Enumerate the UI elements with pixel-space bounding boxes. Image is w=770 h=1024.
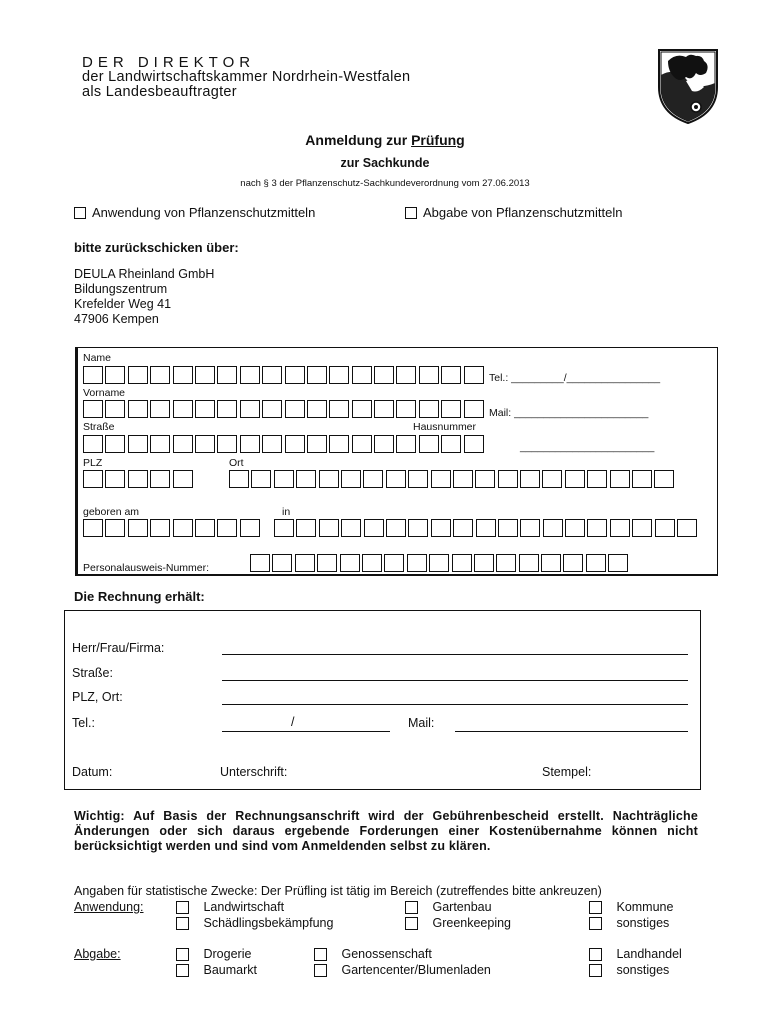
ausweis-boxes[interactable] bbox=[250, 554, 631, 572]
char-box[interactable] bbox=[83, 435, 103, 453]
char-box[interactable] bbox=[610, 470, 630, 488]
label-ausweis: Personalausweis-Nummer: bbox=[83, 562, 210, 574]
stat-genossenschaft[interactable]: Genossenschaft bbox=[314, 947, 432, 961]
checkbox[interactable] bbox=[589, 964, 602, 977]
char-box[interactable] bbox=[285, 435, 305, 453]
char-box[interactable] bbox=[173, 519, 193, 537]
stat-gartencenter[interactable]: Gartencenter/Blumenladen bbox=[314, 963, 491, 977]
char-box[interactable] bbox=[474, 554, 494, 572]
checkbox[interactable] bbox=[74, 207, 86, 219]
char-box[interactable] bbox=[128, 400, 148, 418]
char-box[interactable] bbox=[319, 519, 339, 537]
char-box[interactable] bbox=[608, 554, 628, 572]
char-box[interactable] bbox=[476, 519, 496, 537]
label-inv-strasse: Straße: bbox=[72, 666, 113, 680]
strasse-boxes[interactable] bbox=[83, 435, 486, 453]
label-stempel: Stempel: bbox=[542, 765, 592, 779]
char-box[interactable] bbox=[441, 435, 461, 453]
char-box[interactable] bbox=[419, 366, 439, 384]
invoice-heading: Die Rechnung erhält: bbox=[74, 589, 205, 604]
char-box[interactable] bbox=[307, 400, 327, 418]
char-box[interactable] bbox=[250, 554, 270, 572]
char-box[interactable] bbox=[217, 435, 237, 453]
checkbox[interactable] bbox=[589, 901, 602, 914]
char-box[interactable] bbox=[655, 519, 675, 537]
label-inv-mail: Mail: bbox=[408, 716, 435, 730]
tel-separator: / bbox=[291, 715, 295, 729]
char-box[interactable] bbox=[296, 519, 316, 537]
char-box[interactable] bbox=[364, 519, 384, 537]
char-box[interactable] bbox=[352, 400, 372, 418]
char-box[interactable] bbox=[352, 366, 372, 384]
char-box[interactable] bbox=[587, 470, 607, 488]
char-box[interactable] bbox=[150, 400, 170, 418]
char-box[interactable] bbox=[105, 519, 125, 537]
char-box[interactable] bbox=[195, 519, 215, 537]
char-box[interactable] bbox=[262, 435, 282, 453]
char-box[interactable] bbox=[498, 470, 518, 488]
char-box[interactable] bbox=[441, 400, 461, 418]
char-box[interactable] bbox=[128, 435, 148, 453]
char-box[interactable] bbox=[610, 519, 630, 537]
checkbox[interactable] bbox=[176, 964, 189, 977]
char-box[interactable] bbox=[105, 366, 125, 384]
char-box[interactable] bbox=[217, 366, 237, 384]
char-box[interactable] bbox=[352, 435, 372, 453]
stat-kommune[interactable]: Kommune bbox=[589, 900, 673, 914]
return-address: DEULA Rheinland GmbH Bildungszentrum Krefelder Weg 41 47906 Kempen bbox=[74, 267, 215, 326]
char-box[interactable] bbox=[408, 519, 428, 537]
stat-landwirtschaft[interactable]: Landwirtschaft bbox=[176, 900, 284, 914]
char-box[interactable] bbox=[464, 435, 484, 453]
checkbox[interactable] bbox=[589, 917, 602, 930]
char-box[interactable] bbox=[396, 366, 416, 384]
char-box[interactable] bbox=[431, 519, 451, 537]
char-box[interactable] bbox=[329, 366, 349, 384]
char-box[interactable] bbox=[498, 519, 518, 537]
char-box[interactable] bbox=[173, 400, 193, 418]
char-box[interactable] bbox=[452, 554, 472, 572]
char-box[interactable] bbox=[632, 470, 652, 488]
label-strasse: Straße bbox=[83, 421, 115, 433]
char-box[interactable] bbox=[429, 554, 449, 572]
char-box[interactable] bbox=[464, 400, 484, 418]
char-box[interactable] bbox=[519, 554, 539, 572]
char-box[interactable] bbox=[262, 400, 282, 418]
mail-line[interactable]: Mail: _______________________ bbox=[489, 407, 649, 419]
char-box[interactable] bbox=[128, 519, 148, 537]
char-box[interactable] bbox=[543, 519, 563, 537]
char-box[interactable] bbox=[340, 554, 360, 572]
char-box[interactable] bbox=[464, 366, 484, 384]
char-box[interactable] bbox=[542, 470, 562, 488]
char-box[interactable] bbox=[240, 519, 260, 537]
stat-baumarkt[interactable]: Baumarkt bbox=[176, 963, 257, 977]
checkbox[interactable] bbox=[405, 917, 418, 930]
char-box[interactable] bbox=[195, 366, 215, 384]
char-box[interactable] bbox=[362, 554, 382, 572]
stat-landhandel[interactable]: Landhandel bbox=[589, 947, 682, 961]
option-anwendung[interactable]: Anwendung von Pflanzenschutzmitteln bbox=[74, 205, 315, 220]
label-stat-anwendung: Anwendung: bbox=[74, 900, 144, 914]
char-box[interactable] bbox=[105, 435, 125, 453]
char-box[interactable] bbox=[173, 366, 193, 384]
char-box[interactable] bbox=[341, 470, 361, 488]
char-box[interactable] bbox=[274, 519, 294, 537]
label-herr: Herr/Frau/Firma: bbox=[72, 641, 165, 655]
char-box[interactable] bbox=[240, 366, 260, 384]
char-box[interactable] bbox=[565, 519, 585, 537]
nrw-crest-icon bbox=[656, 47, 720, 125]
char-box[interactable] bbox=[453, 519, 473, 537]
char-box[interactable] bbox=[229, 470, 249, 488]
herr-input[interactable] bbox=[222, 654, 688, 655]
label-inv-plz: PLZ, Ort: bbox=[72, 690, 123, 704]
char-box[interactable] bbox=[407, 554, 427, 572]
inv-mail-input[interactable] bbox=[455, 731, 688, 732]
char-box[interactable] bbox=[296, 470, 316, 488]
label-ort: Ort bbox=[229, 457, 244, 469]
legal-note: nach § 3 der Pflanzenschutz-Sachkundeverordnung vom 27.06.2013 bbox=[240, 178, 530, 189]
checkbox[interactable] bbox=[405, 207, 417, 219]
char-box[interactable] bbox=[274, 470, 294, 488]
label-hausnummer: Hausnummer bbox=[413, 421, 477, 433]
stat-greenkeeping[interactable]: Greenkeeping bbox=[405, 916, 511, 930]
checkbox[interactable] bbox=[176, 917, 189, 930]
char-box[interactable] bbox=[319, 470, 339, 488]
checkbox[interactable] bbox=[314, 948, 327, 961]
char-box[interactable] bbox=[677, 519, 697, 537]
header-chamber: der Landwirtschaftskammer Nordrhein-Westfalen als Landesbeauftragter bbox=[82, 69, 411, 100]
char-box[interactable] bbox=[217, 400, 237, 418]
inv-plz-input[interactable] bbox=[222, 704, 688, 705]
char-box[interactable] bbox=[329, 435, 349, 453]
char-box[interactable] bbox=[329, 400, 349, 418]
stats-intro: Angaben für statistische Zwecke: Der Prüfling ist tätig im Bereich (zutreffendes bitte ankreuzen) bbox=[74, 884, 602, 898]
form-subtitle: zur Sachkunde bbox=[340, 156, 430, 170]
char-box[interactable] bbox=[396, 400, 416, 418]
inv-strasse-input[interactable] bbox=[222, 680, 688, 681]
char-box[interactable] bbox=[83, 400, 103, 418]
char-box[interactable] bbox=[632, 519, 652, 537]
label-vorname: Vorname bbox=[83, 387, 126, 399]
checkbox[interactable] bbox=[176, 901, 189, 914]
char-box[interactable] bbox=[565, 470, 585, 488]
char-box[interactable] bbox=[240, 400, 260, 418]
char-box[interactable] bbox=[374, 400, 394, 418]
label-datum: Datum: bbox=[72, 765, 113, 779]
stat-abg-sonstiges[interactable]: sonstiges bbox=[589, 963, 669, 977]
char-box[interactable] bbox=[105, 470, 125, 488]
char-box[interactable] bbox=[240, 435, 260, 453]
char-box[interactable] bbox=[341, 519, 361, 537]
char-box[interactable] bbox=[307, 366, 327, 384]
char-box[interactable] bbox=[195, 435, 215, 453]
char-box[interactable] bbox=[285, 400, 305, 418]
important-notice: Wichtig: Auf Basis der Rechnungsanschrift wird der Gebührenbescheid erstellt. Nachträgliche Änderungen oder sich daraus ergebende Forderungen einer Kostenübernahme können nicht berücksichtigt werden und sind vom Anmeldenden selbst zu klären. bbox=[74, 809, 698, 853]
char-box[interactable] bbox=[441, 366, 461, 384]
char-box[interactable] bbox=[520, 519, 540, 537]
checkbox[interactable] bbox=[405, 901, 418, 914]
char-box[interactable] bbox=[173, 435, 193, 453]
ort-boxes[interactable] bbox=[229, 470, 677, 488]
char-box[interactable] bbox=[128, 470, 148, 488]
label-inv-tel: Tel.: bbox=[72, 716, 95, 730]
char-box[interactable] bbox=[496, 554, 516, 572]
char-box[interactable] bbox=[475, 470, 495, 488]
label-plz: PLZ bbox=[83, 457, 103, 469]
char-box[interactable] bbox=[295, 554, 315, 572]
label-stat-abgabe: Abgabe: bbox=[74, 947, 121, 961]
header-director: DER DIREKTOR bbox=[82, 54, 256, 71]
char-box[interactable] bbox=[419, 435, 439, 453]
char-box[interactable] bbox=[150, 435, 170, 453]
char-box[interactable] bbox=[262, 366, 282, 384]
char-box[interactable] bbox=[317, 554, 337, 572]
char-box[interactable] bbox=[408, 470, 428, 488]
checkbox[interactable] bbox=[589, 948, 602, 961]
char-box[interactable] bbox=[419, 400, 439, 418]
checkbox[interactable] bbox=[176, 948, 189, 961]
char-box[interactable] bbox=[587, 519, 607, 537]
char-box[interactable] bbox=[520, 470, 540, 488]
label-geboren: geboren am bbox=[83, 506, 140, 518]
char-box[interactable] bbox=[386, 519, 406, 537]
char-box[interactable] bbox=[541, 554, 561, 572]
char-box[interactable] bbox=[384, 554, 404, 572]
label-unterschrift: Unterschrift: bbox=[220, 765, 288, 779]
inv-tel-input[interactable] bbox=[222, 731, 390, 732]
geboren-boxes[interactable] bbox=[83, 519, 262, 537]
tel-line[interactable]: Tel.: _________/________________ bbox=[489, 372, 661, 384]
option-abgabe[interactable]: Abgabe von Pflanzenschutzmitteln bbox=[405, 205, 622, 220]
char-box[interactable] bbox=[386, 470, 406, 488]
stat-gartenbau[interactable]: Gartenbau bbox=[405, 900, 492, 914]
char-box[interactable] bbox=[563, 554, 583, 572]
char-box[interactable] bbox=[453, 470, 473, 488]
char-box[interactable] bbox=[374, 435, 394, 453]
stat-drogerie[interactable]: Drogerie bbox=[176, 947, 251, 961]
extra-line[interactable]: _______________________ bbox=[520, 441, 655, 453]
char-box[interactable] bbox=[363, 470, 383, 488]
char-box[interactable] bbox=[173, 470, 193, 488]
char-box[interactable] bbox=[251, 470, 271, 488]
checkbox[interactable] bbox=[314, 964, 327, 977]
char-box[interactable] bbox=[586, 554, 606, 572]
return-heading: bitte zurückschicken über: bbox=[74, 240, 239, 255]
plz-boxes[interactable] bbox=[83, 470, 195, 488]
label-name: Name bbox=[83, 352, 112, 364]
char-box[interactable] bbox=[150, 366, 170, 384]
stat-schaedlingsbekaempfung[interactable]: Schädlingsbekämpfung bbox=[176, 916, 333, 930]
char-box[interactable] bbox=[307, 435, 327, 453]
char-box[interactable] bbox=[83, 519, 103, 537]
char-box[interactable] bbox=[217, 519, 237, 537]
char-box[interactable] bbox=[195, 400, 215, 418]
char-box[interactable] bbox=[105, 400, 125, 418]
char-box[interactable] bbox=[431, 470, 451, 488]
invoice-box bbox=[64, 610, 701, 790]
geburtsort-boxes[interactable] bbox=[274, 519, 699, 537]
char-box[interactable] bbox=[654, 470, 674, 488]
char-box[interactable] bbox=[396, 435, 416, 453]
char-box[interactable] bbox=[272, 554, 292, 572]
name-boxes[interactable] bbox=[83, 366, 486, 384]
label-in: in bbox=[282, 506, 291, 518]
char-box[interactable] bbox=[150, 470, 170, 488]
vorname-boxes[interactable] bbox=[83, 400, 486, 418]
char-box[interactable] bbox=[128, 366, 148, 384]
stat-anw-sonstiges[interactable]: sonstiges bbox=[589, 916, 669, 930]
char-box[interactable] bbox=[285, 366, 305, 384]
char-box[interactable] bbox=[83, 470, 103, 488]
form-title: Anmeldung zur Prüfung bbox=[305, 132, 465, 148]
char-box[interactable] bbox=[150, 519, 170, 537]
char-box[interactable] bbox=[374, 366, 394, 384]
char-box[interactable] bbox=[83, 366, 103, 384]
